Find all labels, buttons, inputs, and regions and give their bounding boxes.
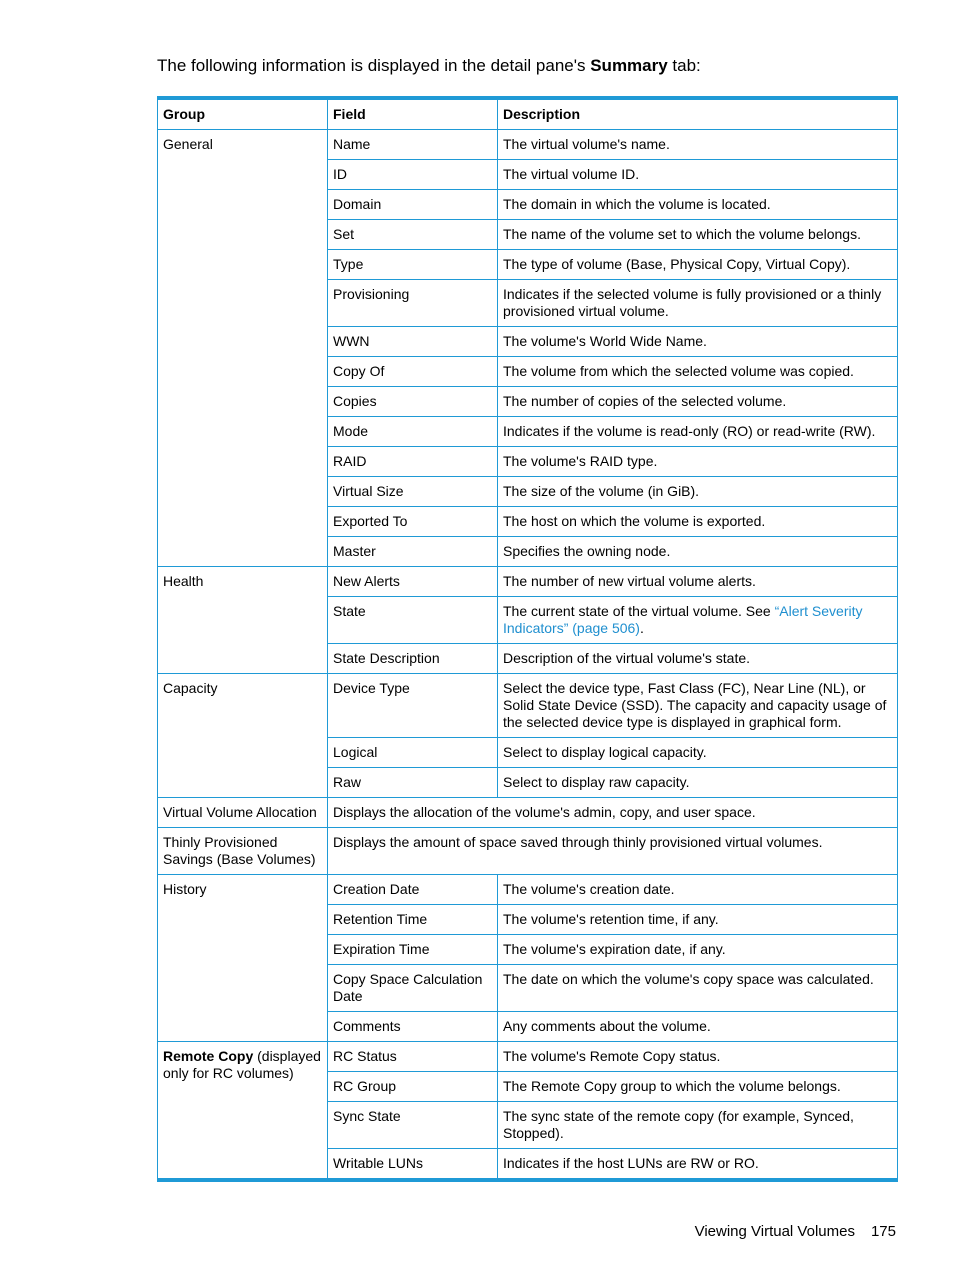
table-row bbox=[158, 875, 898, 905]
field-cell: New Alerts bbox=[328, 567, 498, 597]
description-cell bbox=[498, 597, 898, 644]
description-cell: The Remote Copy group to which the volume belongs. bbox=[498, 1072, 898, 1102]
table-row bbox=[158, 828, 898, 875]
description-cell: Displays the allocation of the volume's admin, copy, and user space. bbox=[328, 798, 898, 828]
description-cell: Specifies the owning node. bbox=[498, 537, 898, 567]
description-cell: The volume's Remote Copy status. bbox=[498, 1042, 898, 1072]
description-cell: The number of new virtual volume alerts. bbox=[498, 567, 898, 597]
page-footer bbox=[695, 1222, 896, 1242]
field-cell: RC Group bbox=[328, 1072, 498, 1102]
field-cell: Type bbox=[328, 250, 498, 280]
description-cell: The volume's RAID type. bbox=[498, 447, 898, 477]
intro-after: tab: bbox=[667, 56, 701, 75]
description-cell: The virtual volume's name. bbox=[498, 130, 898, 160]
description-cell: Indicates if the selected volume is fully provisioned or a thinly provisioned virtual volume. bbox=[498, 280, 898, 327]
field-cell: Raw bbox=[328, 768, 498, 798]
field-cell: ID bbox=[328, 160, 498, 190]
description-cell: Displays the amount of space saved through thinly provisioned virtual volumes. bbox=[328, 828, 898, 875]
description-cell: Select to display logical capacity. bbox=[498, 738, 898, 768]
field-cell: Domain bbox=[328, 190, 498, 220]
group-virtual-volume-allocation: Virtual Volume Allocation bbox=[158, 798, 328, 828]
intro-before: The following information is displayed in the detail pane's bbox=[157, 56, 591, 75]
description-cell: The name of the volume set to which the volume belongs. bbox=[498, 220, 898, 250]
alert-severity-link[interactable]: “Alert Severity Indicators” (page 506) bbox=[503, 603, 863, 636]
table-row bbox=[158, 1042, 898, 1072]
description-cell: The volume from which the selected volume was copied. bbox=[498, 357, 898, 387]
description-cell: The type of volume (Base, Physical Copy, Virtual Copy). bbox=[498, 250, 898, 280]
table-row bbox=[158, 567, 898, 597]
field-cell: Expiration Time bbox=[328, 935, 498, 965]
field-cell: Creation Date bbox=[328, 875, 498, 905]
field-cell: Name bbox=[328, 130, 498, 160]
remote-copy-label: Remote Copy bbox=[163, 1048, 254, 1064]
field-cell: Provisioning bbox=[328, 280, 498, 327]
description-cell: The domain in which the volume is located. bbox=[498, 190, 898, 220]
description-cell: The size of the volume (in GiB). bbox=[498, 477, 898, 507]
description-cell: Indicates if the volume is read-only (RO) or read-write (RW). bbox=[498, 417, 898, 447]
description-cell: The volume's World Wide Name. bbox=[498, 327, 898, 357]
group-health: Health bbox=[158, 567, 328, 674]
description-cell: The date on which the volume's copy space was calculated. bbox=[498, 965, 898, 1012]
field-cell: Copies bbox=[328, 387, 498, 417]
description-cell: Indicates if the host LUNs are RW or RO. bbox=[498, 1149, 898, 1181]
description-cell: The sync state of the remote copy (for example, Synced, Stopped). bbox=[498, 1102, 898, 1149]
group-thinly-provisioned-savings: Thinly Provisioned Savings (Base Volumes) bbox=[158, 828, 328, 875]
intro-sentence bbox=[157, 55, 701, 77]
header-group: Group bbox=[158, 98, 328, 130]
state-desc-after: . bbox=[639, 620, 644, 636]
description-cell: Description of the virtual volume's state. bbox=[498, 644, 898, 674]
intro-emphasis: Summary bbox=[590, 56, 668, 75]
field-cell: Copy Space Calculation Date bbox=[328, 965, 498, 1012]
page-number: 175 bbox=[870, 1223, 896, 1240]
field-cell: Copy Of bbox=[328, 357, 498, 387]
description-cell: Select the device type, Fast Class (FC), Near Line (NL), or Solid State Device (SSD). The capacity and capacity usage of the selected device type is displayed in graphical form. bbox=[498, 674, 898, 738]
description-cell: Any comments about the volume. bbox=[498, 1012, 898, 1042]
field-cell: RAID bbox=[328, 447, 498, 477]
field-cell: State Description bbox=[328, 644, 498, 674]
field-cell: Logical bbox=[328, 738, 498, 768]
field-cell: Sync State bbox=[328, 1102, 498, 1149]
description-cell: The host on which the volume is exported. bbox=[498, 507, 898, 537]
field-cell: Writable LUNs bbox=[328, 1149, 498, 1181]
table-row bbox=[158, 674, 898, 738]
field-cell: Master bbox=[328, 537, 498, 567]
description-cell: The volume's expiration date, if any. bbox=[498, 935, 898, 965]
field-cell: RC Status bbox=[328, 1042, 498, 1072]
footer-section-title: Viewing Virtual Volumes bbox=[694, 1223, 855, 1240]
field-cell: Device Type bbox=[328, 674, 498, 738]
group-capacity: Capacity bbox=[158, 674, 328, 798]
header-field: Field bbox=[328, 98, 498, 130]
table-row bbox=[158, 130, 898, 160]
group-remote-copy bbox=[158, 1042, 328, 1181]
description-cell: The number of copies of the selected volume. bbox=[498, 387, 898, 417]
description-cell: The volume's retention time, if any. bbox=[498, 905, 898, 935]
field-cell: Retention Time bbox=[328, 905, 498, 935]
state-desc-before: The current state of the virtual volume. See bbox=[503, 603, 775, 619]
table-header-row bbox=[158, 98, 898, 130]
description-cell: The virtual volume ID. bbox=[498, 160, 898, 190]
field-cell: Virtual Size bbox=[328, 477, 498, 507]
group-general: General bbox=[158, 130, 328, 567]
description-cell: The volume's creation date. bbox=[498, 875, 898, 905]
description-cell: Select to display raw capacity. bbox=[498, 768, 898, 798]
field-cell: Comments bbox=[328, 1012, 498, 1042]
group-history: History bbox=[158, 875, 328, 1042]
field-cell: WWN bbox=[328, 327, 498, 357]
field-cell: Mode bbox=[328, 417, 498, 447]
table-row bbox=[158, 798, 898, 828]
field-cell: Exported To bbox=[328, 507, 498, 537]
remote-copy-note: (displayed only for RC volumes) bbox=[163, 1048, 321, 1081]
field-cell: Set bbox=[328, 220, 498, 250]
field-cell: State bbox=[328, 597, 498, 644]
header-description: Description bbox=[498, 98, 898, 130]
summary-table bbox=[157, 96, 898, 1182]
